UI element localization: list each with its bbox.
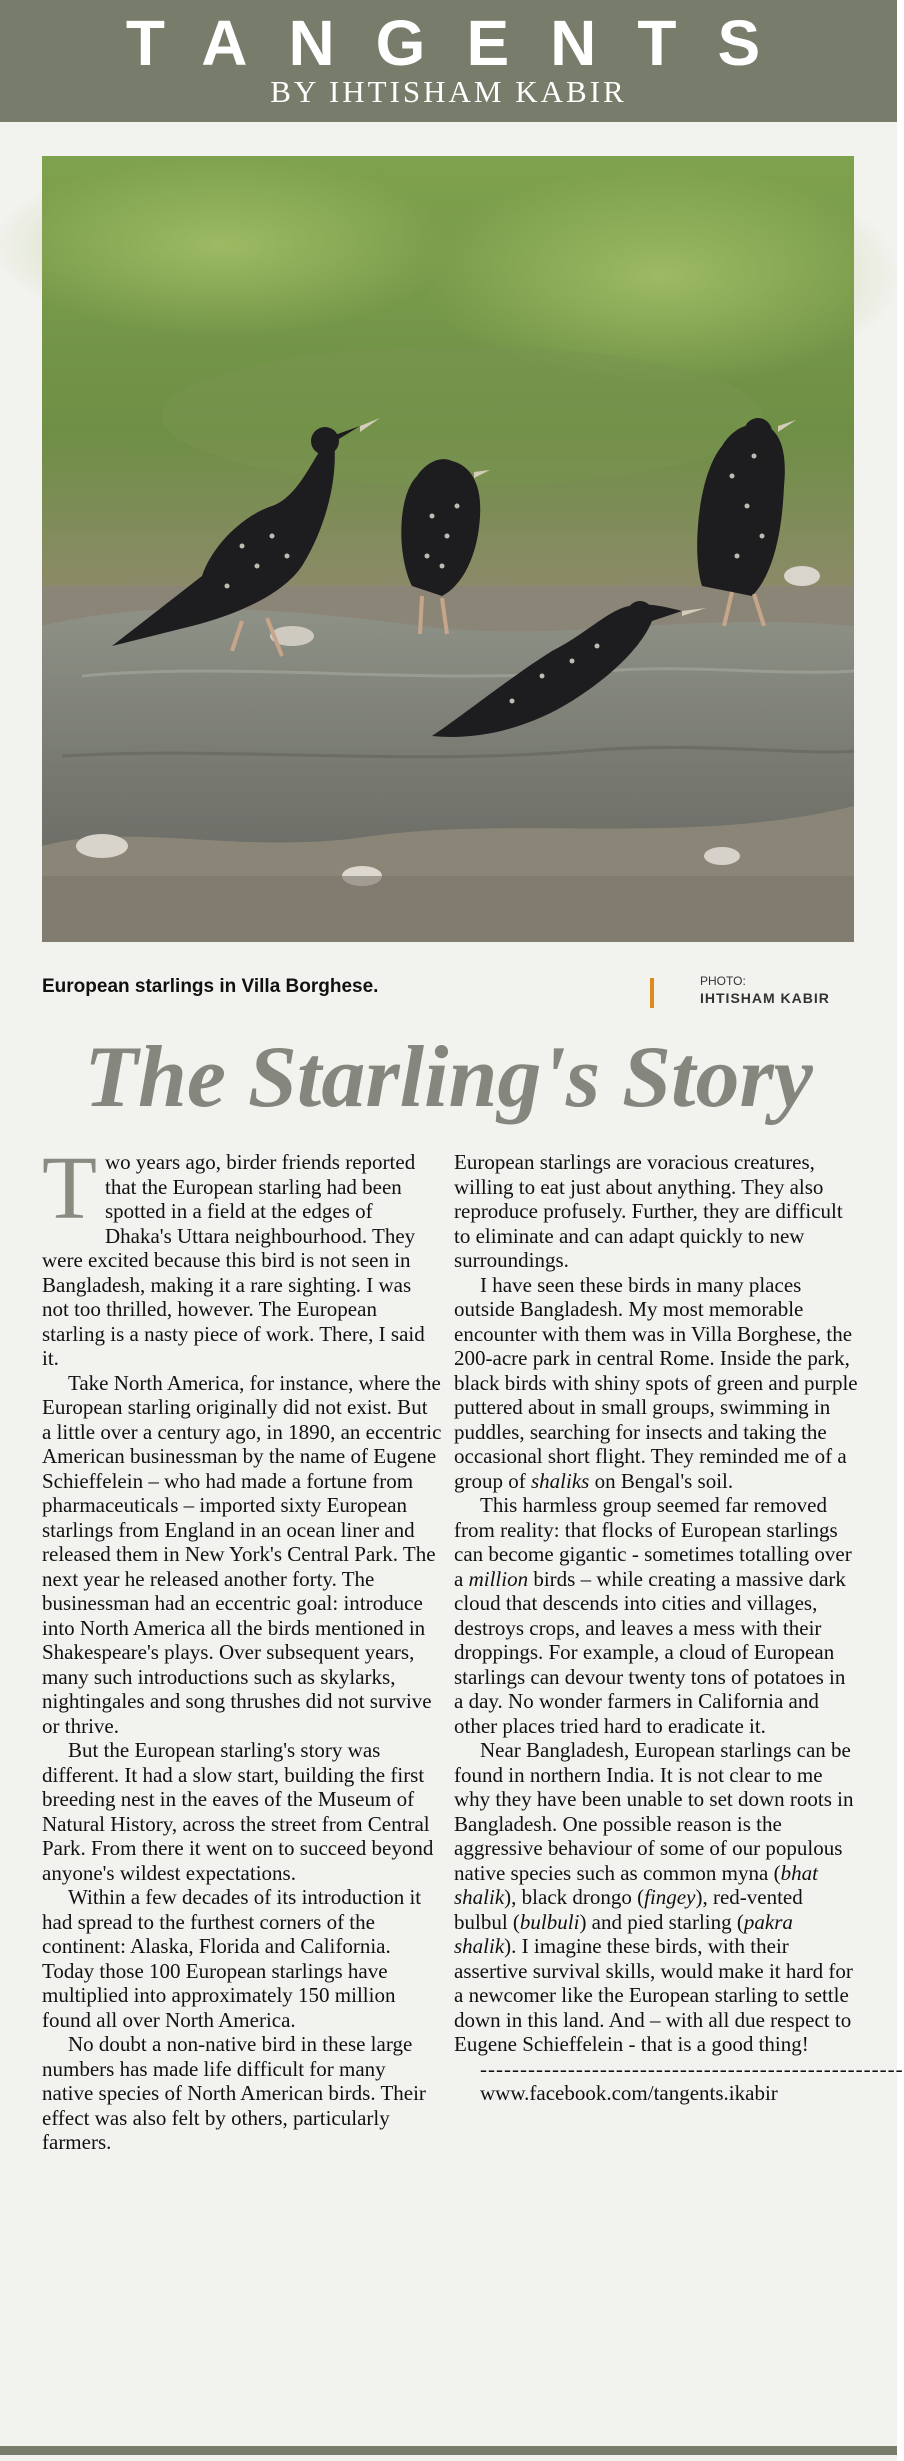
paragraph-text: I have seen these birds in many places outside Bangladesh. My most memorable encounter with them was in Villa Borghese, the 200-acre park in central Rome. Inside the park, black birds with shiny spots of green and purple puttered about in small groups, swimming in puddles, searching for insects and taking the occasional short flight. They reminded me of a group of: [454, 1272, 858, 1493]
paragraph: [454, 1493, 859, 1738]
dropcap: T: [42, 1139, 97, 1238]
paragraph: European starlings are voracious creatures, willing to eat just about anything. They also reproduce profusely. Further, they are difficult to eliminate and can adapt quickly to new surroundings.: [454, 1150, 843, 1272]
paragraph: [454, 1273, 859, 1494]
italic-term: shaliks: [531, 1468, 590, 1493]
paragraph-text: wo years ago, birder friends reported that the European starling had been spotted in a field at the edges of Dhaka's Uttara neighbourhood. They were excited because this bird is not seen in Bangladesh, making it a rare sighting. I was not too thrilled, however. The European starling is a nasty piece of work. There, I said it.: [42, 1150, 425, 1370]
paragraph: No doubt a non-native bird in these large numbers has made life difficult for many native species of North American birds. Their effect was also felt by others, particularly farmers.: [42, 2032, 426, 2154]
paragraph-text: ), black drongo (: [504, 1885, 645, 1909]
paragraph-text: birds – while creating a massive dark cloud that descends into cities and villages, destroys crops, and leaves a mess with their droppings. For example, a cloud of European starlings can devour twenty tons of potatoes in a day. No wonder farmers in California and other places tried hard to eradicate it.: [454, 1566, 846, 1738]
italic-term: fingey: [644, 1885, 696, 1909]
starlings-photo: [42, 156, 854, 942]
column-title: TANGENTS: [125, 7, 802, 79]
italic-term: million: [468, 1566, 529, 1591]
italic-term: bhat shalik: [454, 1860, 818, 1909]
paragraph: Take North America, for instance, where the European starling originally did not exist. But a little over a century ago, in 1890, an eccentric American businessman by the name of Eugene Schieffelein – who had made a fortune from pharmaceuticals – imported sixty European starlings from England in an ocean liner and released them in New York's Central Park. The next year he released another forty. The businessman had an eccentric goal: introduce into North America all the birds mentioned in Shakespeare's plays. Over subsequent years, many such introductions such as skylarks, nightingales and song thrushes did not survive or thrive.: [42, 1370, 442, 1738]
byline: BY IHTISHAM KABIR: [270, 74, 627, 109]
left-column: [42, 1139, 442, 2155]
italic-term: pakra shalik: [454, 1909, 793, 1958]
photo-caption: European starlings in Villa Borghese.: [42, 976, 379, 997]
paragraph: But the European starling's story was different. It had a slow start, building the first breeding nest in the eaves of the Museum of Natural History, across the street from Central Park. From there it went on to succeed beyond anyone's wildest expectations.: [42, 1738, 434, 1885]
paragraph-text: This harmless group seemed far removed from reality: that flocks of European starlings can become gigantic - sometimes totalling over a: [454, 1493, 852, 1591]
italic-term: bulbuli: [519, 1909, 580, 1934]
paragraph-text: ), red-vented bulbul (: [454, 1885, 803, 1934]
right-column: [454, 1150, 904, 2106]
article-headline: The Starling's Story: [84, 1029, 813, 1126]
divider-line: -----------------------------------------------------: [480, 2056, 904, 2081]
paragraph: [42, 1139, 442, 1371]
paragraph-text: Near Bangladesh, European starlings can be found in northern India. It is not clear to me why they have been unable to set down roots in Bangladesh. One possible reason is the aggressive behaviour of some of our populous native species such as common myna (: [454, 1738, 854, 1885]
photo-credit-label: PHOTO:: [700, 974, 746, 988]
paragraph-text: ). I imagine these birds, with their assertive survival skills, would make it hard for a newcomer like the European starling to settle down in this land. And – with all due respect to Eugene Schieffelein - that is a good thing!: [454, 1934, 853, 2056]
paragraph-text: on Bengal's soil.: [589, 1468, 734, 1493]
credit-marker: [650, 978, 654, 1008]
paragraph-text: ) and pied starling (: [579, 1909, 744, 1934]
column-banner: [0, 0, 897, 122]
paragraph: [454, 1738, 859, 2057]
facebook-link[interactable]: www.facebook.com/tangents.ikabir: [480, 2081, 778, 2105]
photo-credit-name: IHTISHAM KABIR: [700, 990, 830, 1006]
bottom-rule: [0, 2446, 897, 2455]
paragraph: Within a few decades of its introduction it had spread to the furthest corners of the continent: Alaska, Florida and California. Today those 100 European starlings have multiplied into approximately 150 million found all over North America.: [42, 1885, 422, 2032]
